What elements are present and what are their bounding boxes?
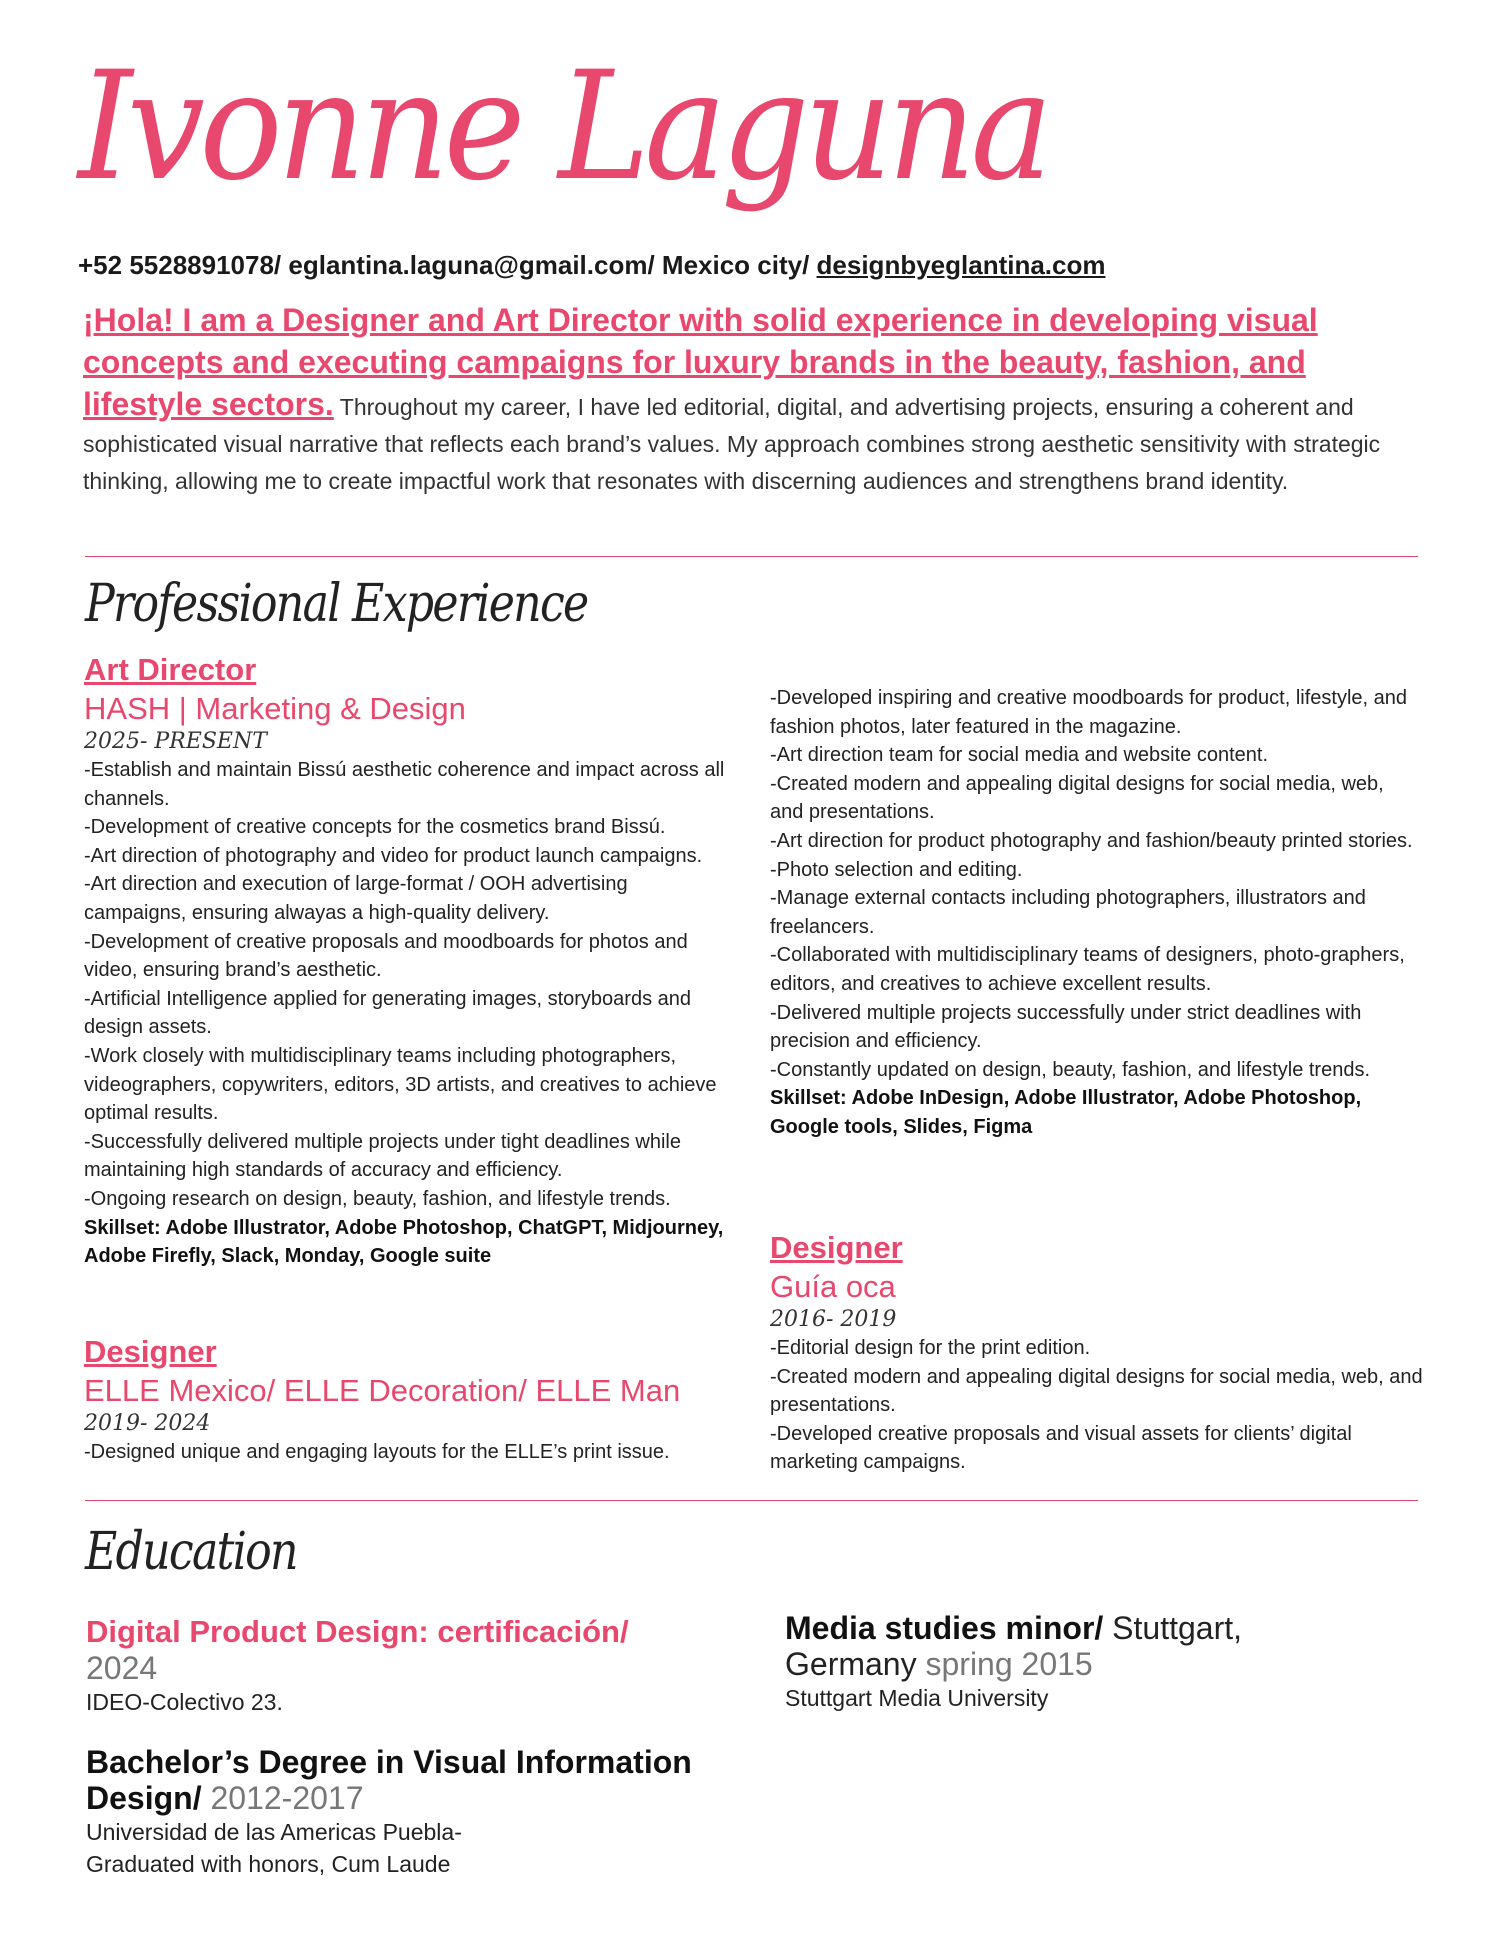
job-skillset: Skillset: Adobe Illustrator, Adobe Photoshop, ChatGPT, Midjourney, Adobe Firefly, Slack, Monday, Google suite [84, 1216, 724, 1268]
job-bullet: -Manage external contacts including photographers, illustrators and freelancers. [770, 887, 1366, 938]
intro-body: Throughout my career, I have led editorial, digital, and advertising projects, ensuring a coherent and sophisticated visual narrative that reflects each brand’s values. My approach combines strong aesthetic sensitivity with strategic thinking, allowing me to create impactful work that resonates with discerning audiences and strengthens brand identity. [83, 394, 1381, 494]
edu-location: Stuttgart, Germany [785, 1610, 1243, 1682]
edu-degree-line [785, 1610, 1345, 1682]
job-dates: 2016- 2019 [770, 1307, 897, 1332]
job-elle-continued [770, 684, 1420, 1142]
job-bullet: -Created modern and appealing digital designs for social media, web, and presentations. [770, 772, 1384, 824]
job-bullet: -Development of creative concepts for the cosmetics brand Bissú. [84, 816, 666, 839]
job-bullet: -Designed unique and engaging layouts for the ELLE’s print issue. [84, 1441, 670, 1463]
job-bullet: -Establish and maintain Bissú aesthetic coherence and impact across all channels. [84, 759, 725, 810]
edu-degree: Media studies minor/ [785, 1610, 1104, 1646]
edu-years: 2012-2017 [210, 1780, 364, 1816]
job-bullet: -Photo selection and editing. [770, 858, 1023, 881]
education-heading: Education [85, 1522, 297, 1582]
job-company: Guía oca [770, 1269, 896, 1304]
job-bullets [770, 1334, 1430, 1477]
job-bullet: -Art direction and execution of large-format / OOH advertising campaigns, ensuring alwayas a high-quality delivery. [84, 873, 628, 924]
job-bullet: -Constantly updated on design, beauty, fashion, and lifestyle trends. [770, 1058, 1371, 1081]
contact-line [78, 250, 1105, 281]
edu-digital-product [86, 1614, 746, 1718]
job-bullet: -Art direction for product photography and fashion/beauty printed stories. [770, 829, 1413, 852]
contact-details: +52 5528891078/ eglantina.laguna@gmail.com/ Mexico city/ [78, 250, 817, 280]
job-bullet: -Successfully delivered multiple projects under tight deadlines while maintaining high standards of accuracy and efficiency. [84, 1130, 681, 1182]
portfolio-link[interactable]: designbyeglantina.com [816, 250, 1106, 280]
job-skillset: Skillset: Adobe InDesign, Adobe Illustrator, Adobe Photoshop, Google tools, Slides, Figma [770, 1087, 1362, 1138]
edu-degree: Bachelor’s Degree in Visual Information Design/ [86, 1744, 692, 1816]
edu-honors: Graduated with honors, Cum Laude [86, 1851, 451, 1877]
job-bullet: -Ongoing research on design, beauty, fashion, and lifestyle trends. [84, 1187, 671, 1210]
job-bullet: -Created modern and appealing digital designs for social media, web, and presentations. [770, 1365, 1423, 1417]
job-bullets [84, 1438, 744, 1467]
edu-school: Stuttgart Media University [785, 1685, 1049, 1711]
job-bullet: -Editorial design for the print edition. [770, 1337, 1091, 1359]
job-company: HASH | Marketing & Design [84, 691, 466, 726]
job-bullet: -Art direction of photography and video for product launch campaigns. [84, 844, 703, 867]
job-bullet: -Developed creative proposals and visual assets for clients’ digital marketing campaigns. [770, 1422, 1352, 1474]
job-bullet: -Artificial Intelligence applied for generating images, storyboards and design assets. [84, 987, 692, 1039]
job-bullets [770, 684, 1420, 1084]
divider-bottom [85, 1500, 1418, 1501]
edu-bachelor [86, 1744, 766, 1880]
job-role: Designer [84, 1334, 217, 1369]
job-role: Art Director [84, 652, 257, 687]
edu-degree: Digital Product Design: certificación/ [86, 1614, 629, 1649]
job-bullet: -Developed inspiring and creative moodboards for product, lifestyle, and fashion photos, later featured in the magazine. [770, 687, 1408, 738]
job-bullet: -Development of creative proposals and moodboards for photos and video, ensuring brand’s aesthetic. [84, 930, 688, 982]
job-guia [770, 1228, 1430, 1477]
job-bullet: -Delivered multiple projects successfully under strict deadlines with precision and efficiency. [770, 1001, 1362, 1053]
job-company: ELLE Mexico/ ELLE Decoration/ ELLE Man [84, 1373, 681, 1408]
intro-highlight: ¡Hola! I am a Designer and Art Director with solid experience in developing visual concepts and executing campaigns for luxury brands in the beauty, fashion, and lifestyle sectors. [83, 302, 1318, 422]
edu-term: spring 2015 [925, 1646, 1093, 1682]
job-role: Designer [770, 1230, 903, 1265]
candidate-name: Ivonne Laguna [78, 40, 1048, 214]
job-hash [84, 650, 734, 1271]
job-bullet: -Art direction team for social media and website content. [770, 744, 1269, 767]
job-bullet: -Collaborated with multidisciplinary teams of designers, photo-graphers, editors, and creatives to achieve excellent results. [770, 944, 1405, 995]
edu-media-studies [785, 1610, 1345, 1714]
edu-degree-line [86, 1744, 766, 1816]
job-dates: 2025- PRESENT [84, 729, 267, 754]
job-elle [84, 1332, 744, 1467]
edu-school: Universidad de las Americas Puebla- [86, 1819, 462, 1845]
experience-heading: Professional Experience [85, 574, 588, 634]
job-bullets [84, 756, 734, 1214]
edu-school: IDEO-Colectivo 23. [86, 1689, 283, 1715]
intro-paragraph [83, 300, 1428, 500]
job-bullet: -Work closely with multidisciplinary teams including photographers, videographers, copywriters, editors, 3D artists, and creatives to achieve optimal results. [84, 1044, 717, 1125]
job-dates: 2019- 2024 [84, 1411, 211, 1436]
divider-top [85, 556, 1418, 557]
edu-year: 2024 [86, 1650, 158, 1686]
